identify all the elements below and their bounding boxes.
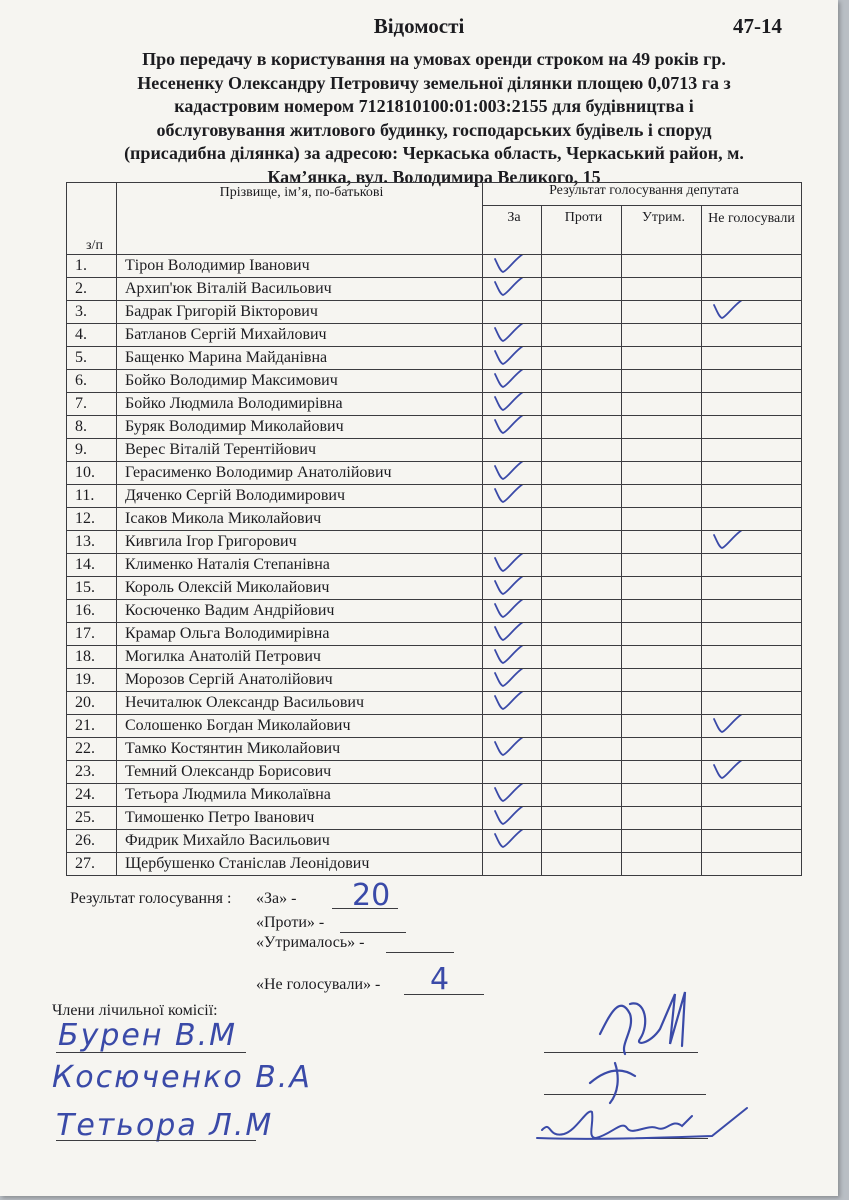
vote-cell-against — [542, 301, 622, 324]
vote-cell-against — [542, 738, 622, 761]
voting-table-body — [67, 255, 802, 876]
deputy-name: Архип'юк Віталій Васильович — [117, 278, 483, 301]
summary-for-value: 20 — [352, 878, 391, 913]
row-number: 5. — [67, 347, 117, 370]
vote-cell-against — [542, 807, 622, 830]
table-row — [67, 761, 802, 784]
vote-cell-abstain — [622, 370, 702, 393]
summary-label: Результат голосування : — [70, 890, 232, 907]
signature-3 — [532, 1098, 752, 1148]
deputy-name: Буряк Володимир Миколайович — [117, 416, 483, 439]
table-row — [67, 531, 802, 554]
vote-cell-novote — [702, 853, 802, 876]
column-header-name: Прізвище, ім’я, по-батькові — [117, 183, 483, 255]
signature-1 — [590, 984, 700, 1064]
deputy-name: Тамко Костянтин Миколайович — [117, 738, 483, 761]
row-number: 26. — [67, 830, 117, 853]
vote-cell-for — [483, 761, 542, 784]
table-row — [67, 508, 802, 531]
table-row — [67, 301, 802, 324]
vote-cell-for — [483, 416, 542, 439]
vote-cell-abstain — [622, 807, 702, 830]
table-row — [67, 416, 802, 439]
vote-cell-for — [483, 715, 542, 738]
vote-cell-for — [483, 324, 542, 347]
vote-cell-novote — [702, 761, 802, 784]
subject-line: обслуговування житлового будинку, господарських будівель і споруд — [156, 119, 712, 140]
row-number: 27. — [67, 853, 117, 876]
vote-cell-novote — [702, 600, 802, 623]
signature-line — [56, 1140, 256, 1141]
vote-cell-novote — [702, 807, 802, 830]
table-row — [67, 830, 802, 853]
vote-cell-against — [542, 324, 622, 347]
vote-cell-abstain — [622, 416, 702, 439]
vote-cell-for — [483, 370, 542, 393]
vote-cell-against — [542, 347, 622, 370]
vote-cell-against — [542, 577, 622, 600]
vote-cell-for — [483, 600, 542, 623]
vote-cell-abstain — [622, 738, 702, 761]
row-number: 1. — [67, 255, 117, 278]
row-number: 8. — [67, 416, 117, 439]
vote-cell-novote — [702, 347, 802, 370]
deputy-name: Бащенко Марина Майданівна — [117, 347, 483, 370]
row-number: 12. — [67, 508, 117, 531]
row-number: 3. — [67, 301, 117, 324]
commission-label: Члени лічильної комісії: — [52, 1002, 218, 1019]
vote-cell-against — [542, 531, 622, 554]
table-row — [67, 393, 802, 416]
vote-cell-abstain — [622, 600, 702, 623]
deputy-name: Темний Олександр Борисович — [117, 761, 483, 784]
vote-cell-against — [542, 646, 622, 669]
vote-cell-abstain — [622, 692, 702, 715]
vote-cell-novote — [702, 324, 802, 347]
vote-cell-novote — [702, 531, 802, 554]
deputy-name: Кивгила Ігор Григорович — [117, 531, 483, 554]
deputy-name: Косюченко Вадим Андрійович — [117, 600, 483, 623]
vote-cell-novote — [702, 646, 802, 669]
table-row — [67, 439, 802, 462]
table-row — [67, 485, 802, 508]
vote-cell-novote — [702, 485, 802, 508]
row-number: 23. — [67, 761, 117, 784]
row-number: 11. — [67, 485, 117, 508]
vote-cell-against — [542, 485, 622, 508]
table-row — [67, 692, 802, 715]
table-row — [67, 278, 802, 301]
table-row — [67, 347, 802, 370]
vote-cell-novote — [702, 738, 802, 761]
document-number: 47-14 — [733, 14, 782, 38]
vote-cell-against — [542, 715, 622, 738]
commission-member-name: Косюченко В.А — [52, 1060, 312, 1095]
vote-cell-for — [483, 669, 542, 692]
table-row — [67, 738, 802, 761]
summary-novote-value: 4 — [430, 962, 450, 997]
vote-cell-against — [542, 370, 622, 393]
table-row — [67, 554, 802, 577]
deputy-name: Батланов Сергій Михайлович — [117, 324, 483, 347]
vote-cell-against — [542, 600, 622, 623]
table-row — [67, 623, 802, 646]
column-header-number: з/п — [67, 183, 117, 255]
table-row — [67, 370, 802, 393]
vote-cell-abstain — [622, 508, 702, 531]
vote-cell-for — [483, 830, 542, 853]
row-number: 6. — [67, 370, 117, 393]
vote-cell-for — [483, 393, 542, 416]
summary-for-label: «За» - — [256, 890, 297, 907]
summary-novote-label: «Не голосували» - — [256, 976, 381, 993]
vote-cell-abstain — [622, 439, 702, 462]
deputy-name: Дяченко Сергій Володимирович — [117, 485, 483, 508]
vote-cell-for — [483, 807, 542, 830]
vote-cell-novote — [702, 508, 802, 531]
vote-cell-against — [542, 784, 622, 807]
vote-cell-for — [483, 692, 542, 715]
vote-cell-for — [483, 554, 542, 577]
vote-cell-novote — [702, 554, 802, 577]
vote-cell-abstain — [622, 830, 702, 853]
vote-cell-for — [483, 462, 542, 485]
vote-cell-against — [542, 416, 622, 439]
row-number: 19. — [67, 669, 117, 692]
deputy-name: Солошенко Богдан Миколайович — [117, 715, 483, 738]
row-number: 10. — [67, 462, 117, 485]
table-row — [67, 807, 802, 830]
vote-cell-against — [542, 508, 622, 531]
table-row — [67, 324, 802, 347]
vote-cell-against — [542, 692, 622, 715]
vote-cell-abstain — [622, 577, 702, 600]
row-number: 20. — [67, 692, 117, 715]
column-header-novote: Не голосували — [702, 206, 802, 255]
vote-cell-novote — [702, 255, 802, 278]
vote-cell-abstain — [622, 531, 702, 554]
vote-cell-for — [483, 508, 542, 531]
row-number: 2. — [67, 278, 117, 301]
row-number: 14. — [67, 554, 117, 577]
column-header-abstain: Утрим. — [622, 206, 702, 255]
vote-cell-novote — [702, 830, 802, 853]
vote-cell-against — [542, 554, 622, 577]
vote-cell-against — [542, 669, 622, 692]
vote-cell-abstain — [622, 669, 702, 692]
deputy-name: Бойко Володимир Максимович — [117, 370, 483, 393]
summary-against-label: «Проти» - — [256, 914, 325, 931]
subject-line: Кам’янка, вул. Володимира Великого, 15 — [267, 166, 601, 187]
row-number: 7. — [67, 393, 117, 416]
row-number: 4. — [67, 324, 117, 347]
table-row — [67, 646, 802, 669]
vote-cell-against — [542, 830, 622, 853]
commission-member-name: Бурен В.М — [58, 1018, 237, 1053]
column-header-result: Результат голосування депутата — [483, 183, 802, 206]
vote-cell-abstain — [622, 554, 702, 577]
vote-cell-for — [483, 853, 542, 876]
vote-cell-for — [483, 278, 542, 301]
vote-cell-for — [483, 738, 542, 761]
deputy-name: Фидрик Михайло Васильович — [117, 830, 483, 853]
vote-cell-for — [483, 623, 542, 646]
row-number: 25. — [67, 807, 117, 830]
vote-cell-for — [483, 485, 542, 508]
summary-abstain-blank — [386, 934, 454, 953]
summary-against-blank-wrap — [340, 914, 406, 933]
vote-cell-abstain — [622, 393, 702, 416]
vote-cell-against — [542, 255, 622, 278]
table-row — [67, 255, 802, 278]
vote-cell-for — [483, 577, 542, 600]
summary-against-blank — [340, 914, 406, 933]
vote-cell-novote — [702, 439, 802, 462]
vote-cell-against — [542, 761, 622, 784]
commission-member-name: Тетьора Л.М — [56, 1108, 274, 1143]
vote-cell-against — [542, 278, 622, 301]
vote-cell-novote — [702, 623, 802, 646]
deputy-name: Клименко Наталія Степанівна — [117, 554, 483, 577]
deputy-name: Тетьора Людмила Миколаївна — [117, 784, 483, 807]
deputy-name: Ісаков Микола Миколайович — [117, 508, 483, 531]
vote-cell-against — [542, 853, 622, 876]
subject-line: (присадибна ділянка) за адресою: Черкаська область, Черкаський район, м. — [124, 143, 744, 163]
vote-cell-abstain — [622, 324, 702, 347]
table-row — [67, 600, 802, 623]
vote-cell-abstain — [622, 853, 702, 876]
vote-cell-abstain — [622, 646, 702, 669]
vote-cell-abstain — [622, 347, 702, 370]
signature-line — [56, 1052, 246, 1053]
row-number: 21. — [67, 715, 117, 738]
vote-cell-abstain — [622, 301, 702, 324]
vote-cell-for — [483, 439, 542, 462]
deputy-name: Бойко Людмила Володимирівна — [117, 393, 483, 416]
vote-cell-novote — [702, 669, 802, 692]
vote-cell-novote — [702, 715, 802, 738]
vote-cell-abstain — [622, 255, 702, 278]
table-row — [67, 853, 802, 876]
vote-cell-for — [483, 646, 542, 669]
vote-cell-for — [483, 531, 542, 554]
summary-abstain-label: «Утрималось» - — [256, 934, 365, 951]
table-row — [67, 784, 802, 807]
document-title: Відомості — [373, 14, 465, 38]
deputy-name: Крамар Ольга Володимирівна — [117, 623, 483, 646]
document-subject — [78, 48, 790, 189]
deputy-name: Тірон Володимир Іванович — [117, 255, 483, 278]
row-number: 24. — [67, 784, 117, 807]
vote-cell-abstain — [622, 623, 702, 646]
vote-cell-novote — [702, 370, 802, 393]
row-number: 18. — [67, 646, 117, 669]
vote-cell-abstain — [622, 462, 702, 485]
row-number: 13. — [67, 531, 117, 554]
row-number: 16. — [67, 600, 117, 623]
vote-cell-against — [542, 393, 622, 416]
deputy-name: Щербушенко Станіслав Леонідович — [117, 853, 483, 876]
deputy-name: Герасименко Володимир Анатолійович — [117, 462, 483, 485]
table-row — [67, 669, 802, 692]
deputy-name: Верес Віталій Терентійович — [117, 439, 483, 462]
row-number: 15. — [67, 577, 117, 600]
vote-cell-abstain — [622, 715, 702, 738]
row-number: 22. — [67, 738, 117, 761]
vote-cell-novote — [702, 301, 802, 324]
deputy-name: Король Олексій Миколайович — [117, 577, 483, 600]
deputy-name: Нечиталюк Олександр Васильович — [117, 692, 483, 715]
vote-cell-novote — [702, 393, 802, 416]
table-row — [67, 715, 802, 738]
vote-cell-novote — [702, 462, 802, 485]
vote-cell-novote — [702, 784, 802, 807]
row-number: 9. — [67, 439, 117, 462]
table-row — [67, 462, 802, 485]
row-number: 17. — [67, 623, 117, 646]
vote-cell-novote — [702, 692, 802, 715]
vote-cell-novote — [702, 278, 802, 301]
vote-cell-against — [542, 439, 622, 462]
column-header-for: За — [483, 206, 542, 255]
vote-cell-for — [483, 347, 542, 370]
vote-cell-for — [483, 255, 542, 278]
voting-table — [66, 182, 802, 876]
vote-cell-against — [542, 623, 622, 646]
column-header-against: Проти — [542, 206, 622, 255]
vote-cell-novote — [702, 577, 802, 600]
vote-cell-for — [483, 301, 542, 324]
vote-cell-novote — [702, 416, 802, 439]
subject-line: Про передачу в користування на умовах оренди строком на 49 років гр. — [142, 49, 726, 69]
vote-cell-abstain — [622, 761, 702, 784]
subject-line: кадастровим номером 7121810100:01:003:2155 для будівництва і — [174, 96, 694, 116]
table-row — [67, 577, 802, 600]
deputy-name: Бадрак Григорій Вікторович — [117, 301, 483, 324]
subject-line: Несененку Олександру Петровичу земельної ділянки площею 0,0713 га з — [137, 72, 731, 93]
deputy-name: Тимошенко Петро Іванович — [117, 807, 483, 830]
summary-abstain-blank-wrap — [386, 934, 454, 953]
vote-cell-against — [542, 462, 622, 485]
vote-cell-for — [483, 784, 542, 807]
vote-cell-abstain — [622, 784, 702, 807]
vote-cell-abstain — [622, 278, 702, 301]
deputy-name: Морозов Сергій Анатолійович — [117, 669, 483, 692]
deputy-name: Могилка Анатолій Петрович — [117, 646, 483, 669]
vote-cell-abstain — [622, 485, 702, 508]
